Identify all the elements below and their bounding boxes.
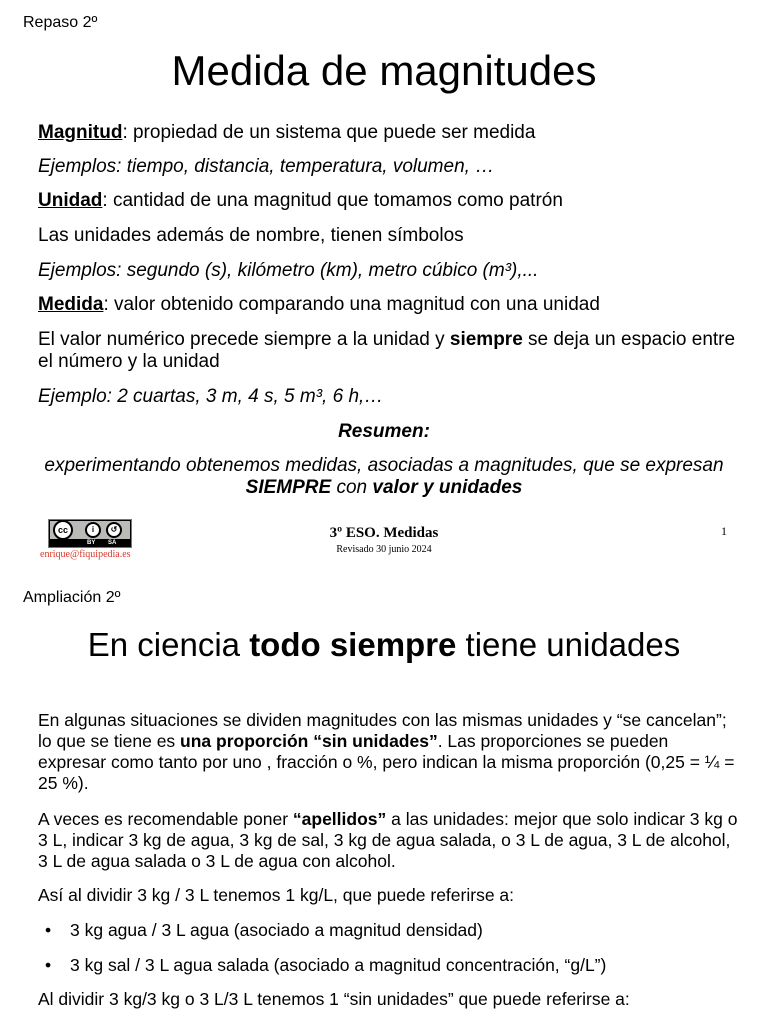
resumen-text	[38, 455, 730, 499]
resumen-text-a: experimentando obtenemos medidas, asociadas a magnitudes, que se expresan	[44, 455, 724, 476]
magnitud-examples: Ejemplos: tiempo, distancia, temperatura, volumen, …	[38, 156, 495, 177]
cc-by-label: BY	[87, 540, 96, 546]
p1-text-a: En algunas situaciones se dividen magnitudes con las mismas unidades y “se cancelan”; lo que se tiene es	[38, 710, 727, 751]
medida-term: Medida	[38, 294, 104, 315]
slide2-title-bold: todo siempre	[249, 626, 457, 663]
bullet-icon: •	[45, 920, 52, 940]
p2-text-a: A veces es recomendable poner	[38, 809, 293, 829]
by-icon: i	[85, 522, 101, 538]
division-paragraph: Así al dividir 3 kg / 3 L tenemos 1 kg/L, que puede referirse a:	[38, 885, 515, 905]
unidad-examples: Ejemplos: segundo (s), kilómetro (km), metro cúbico (m³),...	[38, 260, 539, 281]
slide2-title-a: En ciencia	[87, 626, 250, 663]
slide2-title-b: tiene unidades	[456, 626, 681, 663]
medida-examples: Ejemplo: 2 cuartas, 3 m, 4 s, 5 m³, 6 h,…	[38, 386, 384, 407]
list-item	[45, 955, 735, 976]
valor-text-a: El valor numérico precede siempre a la unidad y	[38, 329, 450, 350]
magnitud-definition	[38, 122, 738, 144]
list-item-text: 3 kg sal / 3 L agua salada (asociado a magnitud concentración, “g/L”)	[70, 955, 607, 975]
p1-text-b: . Las proporciones se pueden expresar como tanto por uno , fracción o %, pero indican la misma proporción (0,25 = ¼ = 25 %).	[38, 731, 735, 793]
page-number: 1	[721, 524, 727, 538]
simbolos-text: Las unidades además de nombre, tienen símbolos	[38, 225, 464, 246]
resumen-siempre: SIEMPRE	[245, 477, 332, 498]
author-email[interactable]: enrique@fiquipedia.es	[40, 549, 131, 560]
magnitud-text: : propiedad de un sistema que puede ser medida	[122, 122, 536, 143]
slide-title: Medida de magnitudes	[171, 47, 597, 94]
medida-text: : valor obtenido comparando una magnitud con una unidad	[103, 294, 600, 315]
slide2-title	[0, 625, 768, 665]
resumen-valor: valor y unidades	[372, 477, 523, 498]
list-item-text: 3 kg agua / 3 L agua (asociado a magnitud densidad)	[70, 920, 483, 940]
medida-definition	[38, 294, 738, 316]
cc-sa-label: SA	[108, 540, 117, 546]
cc-icon: cc	[53, 520, 73, 540]
bullet-icon: •	[45, 955, 52, 975]
apellidos-paragraph	[38, 809, 738, 872]
sa-icon: ↺	[106, 522, 122, 538]
slide-tag: Repaso 2º	[23, 14, 98, 31]
footer-title: 3º ESO. Medidas	[329, 525, 439, 541]
list-item	[45, 920, 735, 941]
p1-emphasis: una proporción “sin unidades”	[180, 731, 438, 751]
resumen-label: Resumen:	[338, 421, 430, 442]
resumen-con: con	[331, 477, 373, 498]
unidad-definition	[38, 190, 738, 212]
footer-revision: Revisado 30 junio 2024	[336, 544, 432, 555]
proportion-paragraph	[38, 710, 738, 794]
sin-unidades-paragraph: Al dividir 3 kg/3 kg o 3 L/3 L tenemos 1 “sin unidades” que puede referirse a:	[38, 989, 630, 1009]
magnitud-term: Magnitud	[38, 122, 123, 143]
valor-paragraph	[38, 329, 738, 373]
p2-emphasis: “apellidos”	[292, 809, 387, 829]
slide2-tag: Ampliación 2º	[23, 589, 121, 606]
valor-text-b: se deja un espacio entre el número y la unidad	[38, 329, 736, 372]
unidad-text: : cantidad de una magnitud que tomamos como patrón	[102, 190, 563, 211]
unidad-term: Unidad	[38, 190, 103, 211]
cc-license-badge[interactable]	[48, 519, 132, 548]
valor-emphasis: siempre	[449, 329, 523, 350]
p2-text-b: a las unidades: mejor que solo indicar 3 kg o 3 L, indicar 3 kg de agua, 3 kg de sal, 3 kg de agua salada, o 3 L de agua, 3 L de alcohol, 3 L de agua salada o 3 L de agua con alcohol.	[38, 809, 738, 871]
